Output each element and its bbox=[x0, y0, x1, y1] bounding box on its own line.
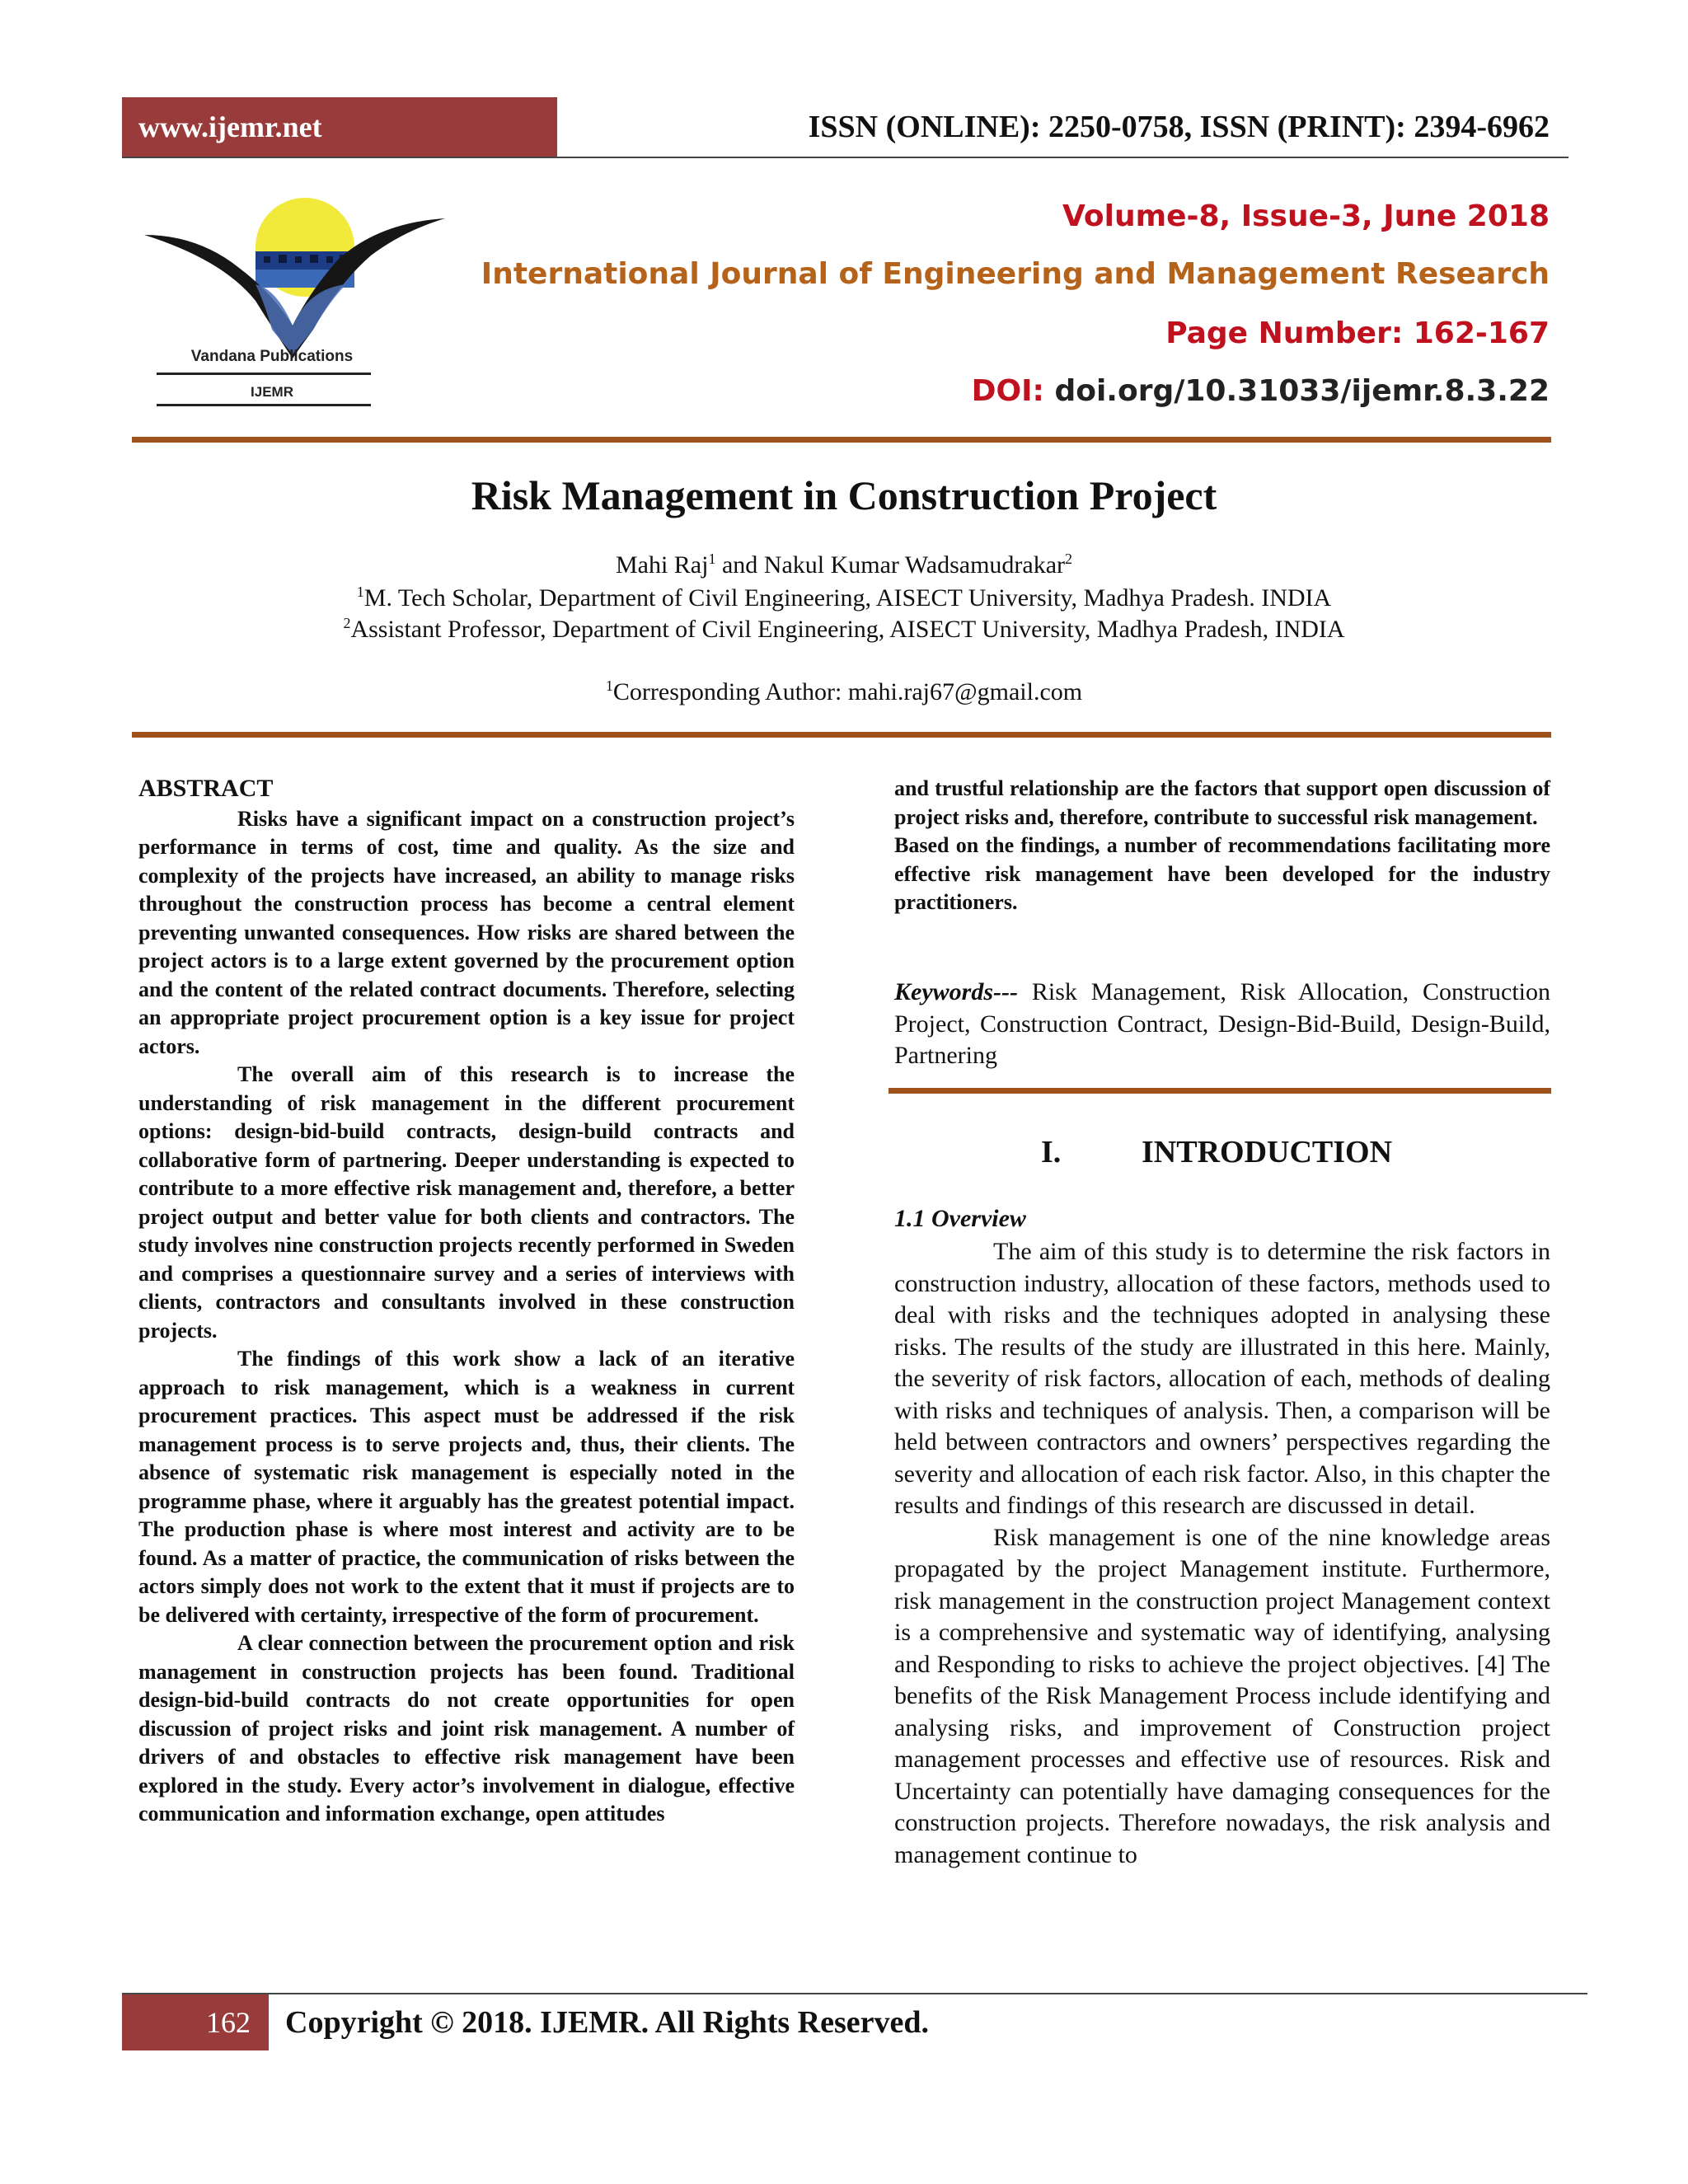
doi-link[interactable]: doi.org/10.31033/ijemr.8.3.22 bbox=[1054, 374, 1550, 408]
journal-page-number: Page Number: 162-167 bbox=[1165, 316, 1550, 350]
subsection-heading: 1.1 Overview bbox=[894, 1205, 1026, 1232]
issn-line: ISSN (ONLINE): 2250-0758, ISSN (PRINT): 2394-6962 bbox=[808, 110, 1550, 144]
author-2: Nakul Kumar Wadsamudrakar bbox=[763, 551, 1066, 579]
logo-rule-bottom bbox=[157, 404, 371, 406]
page-number: 162 bbox=[206, 2006, 251, 2039]
corr-sup: 1 bbox=[605, 677, 613, 694]
abstract-paragraph-1: Risks have a significant impact on a construction project’s performance in terms of cost, time and quality. As the size and complexity of the projects have increased, an ability to manage risks throughout the construction process has become a central element preventing unwanted consequences. How risks are shared between the project actors is to a large extent governed by the procurement option and the content of the related contract documents. Therefore, selecting an appropriate project procurement option is a key issue for project actors. bbox=[138, 806, 795, 1058]
journal-name: International Journal of Engineering and Management Research bbox=[481, 257, 1550, 291]
affiliation-2 bbox=[0, 615, 1688, 644]
journal-volume: Volume-8, Issue-3, June 2018 bbox=[1062, 199, 1550, 233]
abstract-paragraph-3: The findings of this work show a lack of an iterative approach to risk management, which is a weakness in current procurement practices. This aspect must be addressed if the risk management process is to serve projects and, thus, their clients. The absence of systematic risk management is especially noted in the programme phase, where it arguably has the greatest potential impact. The production phase is where most interest and activity are to be found. As a matter of practice, the communication of risks between the actors simply does not work to the extent that it must if projects are to be delivered with certainty, irrespective of the form of procurement. bbox=[138, 1347, 795, 1627]
title-divider bbox=[132, 732, 1551, 738]
site-url-banner[interactable] bbox=[122, 97, 557, 157]
keywords-divider bbox=[889, 1088, 1551, 1094]
intro-paragraph-2: Risk management is one of the nine knowledge areas propagated by the project Management institute. Furthermore, risk management in the construction project Management context is a comprehensive and systematic way of identifying, analysing and Responding to risks to achieve the project objectives. [4] The benefits of the Risk Management Process include identifying and analysing risks, and improvement of Construction project management processes and effective use of resources. Risk and Uncertainty can potentially have damaging consequences for the construction projects. Therefore nowadays, the risk analysis and management continue to bbox=[894, 1523, 1550, 1868]
introduction-body bbox=[894, 1236, 1550, 1871]
page-number-badge bbox=[122, 1994, 269, 2050]
abstract-paragraph-5: Based on the findings, a number of recommendations facilitating more effective risk management have been developed for the industry practitioners. bbox=[894, 833, 1550, 914]
site-url[interactable]: www.ijemr.net bbox=[138, 110, 322, 143]
affil-1-text: M. Tech Scholar, Department of Civil Engineering, AISECT University, Madhya Pradesh. INDIA bbox=[363, 584, 1332, 612]
section-number: I. bbox=[1041, 1135, 1062, 1169]
affil-2-text: Assistant Professor, Department of Civil Engineering, AISECT University, Madhya Pradesh, INDIA bbox=[350, 616, 1345, 643]
journal-doi bbox=[972, 374, 1550, 408]
abstract-column bbox=[138, 775, 795, 1829]
intro-paragraph-1: The aim of this study is to determine the risk factors in construction industry, allocation of these factors, methods used to deal with risks and the techniques adopted in analysing these risks. The results of the study are illustrated in this here. Mainly, the severity of risk factors, allocation of each, methods of dealing with risks and techniques of analysis. Then, a comparison will be held between contractors and owners’ perspectives regarding the severity and allocation of each risk factor. Also, in this chapter the results and findings of this research are discussed in detail. bbox=[894, 1238, 1550, 1519]
paper-title: Risk Management in Construction Project bbox=[471, 472, 1217, 518]
keywords bbox=[894, 977, 1550, 1072]
author-2-sup: 2 bbox=[1065, 551, 1073, 567]
logo-abbrev: IJEMR bbox=[251, 384, 293, 400]
section-title: INTRODUCTION bbox=[1142, 1135, 1393, 1169]
keywords-text: Risk Management, Risk Allocation, Construction Project, Construction Contract, Design-Bid-Build, Design-Build, Partnering bbox=[894, 978, 1550, 1069]
copyright: Copyright © 2018. IJEMR. All Rights Reserved. bbox=[285, 2005, 929, 2040]
author-1-sup: 1 bbox=[708, 551, 716, 567]
author-sep: and bbox=[715, 551, 764, 579]
abstract-continuation bbox=[894, 775, 1550, 917]
author-1: Mahi Raj bbox=[615, 551, 709, 579]
abstract-paragraph-4-cont: and trustful relationship are the factors that support open discussion of project risks and, therefore, contribute to successful risk management. bbox=[894, 776, 1550, 829]
affil-2-sup: 2 bbox=[343, 615, 351, 631]
abstract-heading: ABSTRACT bbox=[138, 775, 274, 802]
affiliation-1 bbox=[0, 583, 1688, 612]
keywords-label: Keywords--- bbox=[894, 978, 1018, 1005]
affil-1-sup: 1 bbox=[356, 583, 364, 600]
abstract-paragraph-2: The overall aim of this research is to increase the understanding of risk management in the different procurement options: design-bid-build contracts, design-build contracts and collaborative form of partnering. Deeper understanding is expected to contribute to a more effective risk management and, therefore, a better project output and better value for both clients and contractors. The study involves nine construction projects recently performed in Sweden and comprises a questionnaire survey and a series of interviews with clients, contractors and consultants involved in these construction projects. bbox=[138, 1062, 795, 1343]
logo-rule-top bbox=[157, 373, 371, 375]
doi-label: DOI: bbox=[971, 374, 1044, 408]
masthead-divider bbox=[132, 437, 1551, 443]
abstract-paragraph-4: A clear connection between the procurement option and risk management in construction projects has been found. Traditional design-bid-build contracts do not create opportunities for open discussion of project risks and joint risk management. A number of drivers of and obstacles to effective risk management have been explored in the study. Every actor’s involvement in dialogue, effective communication and information exchange, open attitudes bbox=[138, 1631, 795, 1825]
corr-text: Corresponding Author: mahi.raj67@gmail.com bbox=[612, 678, 1083, 705]
author-line bbox=[0, 551, 1688, 579]
logo-publisher: Vandana Publications bbox=[190, 348, 354, 365]
corresponding-author bbox=[0, 677, 1688, 706]
header-divider bbox=[122, 157, 1568, 158]
